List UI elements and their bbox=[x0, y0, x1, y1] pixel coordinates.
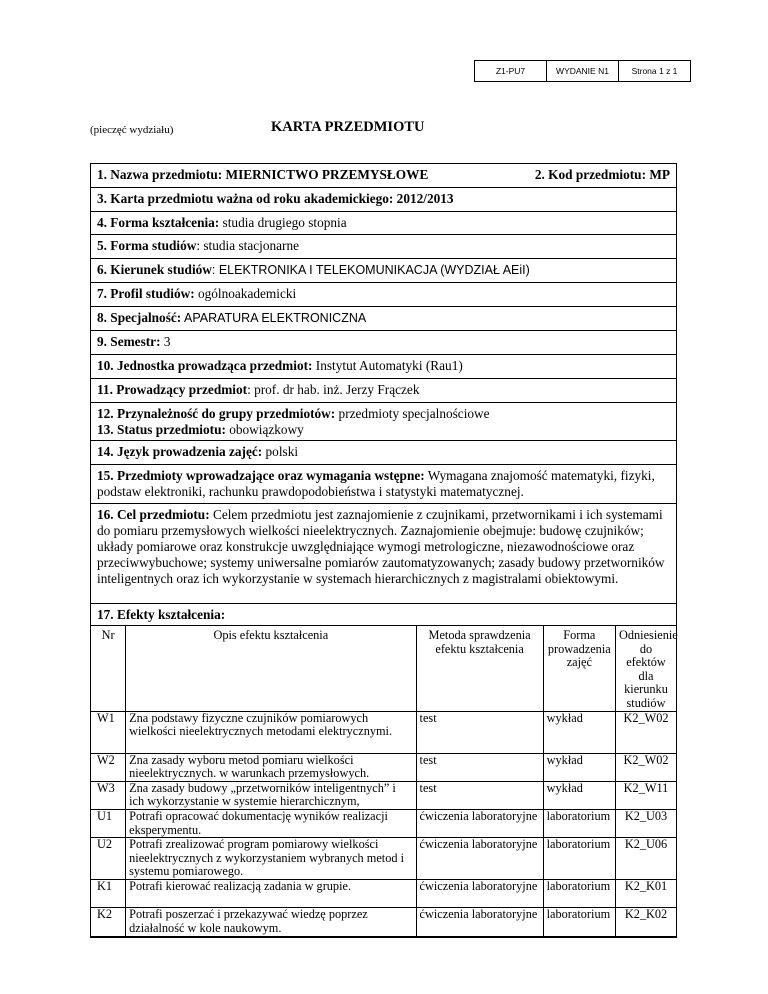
effects-heading: 17. Efekty kształcenia: bbox=[97, 607, 226, 622]
valid-year: 3. Karta przedmiotu ważna od roku akademickiego: 2012/2013 bbox=[97, 191, 454, 206]
cell-method: test bbox=[416, 753, 543, 781]
cell-reference: K2_W02 bbox=[615, 753, 676, 781]
field-value: obowiązkowy bbox=[225, 422, 304, 437]
course-card bbox=[90, 163, 677, 938]
row-language bbox=[91, 441, 676, 465]
cell-nr: U1 bbox=[91, 809, 126, 837]
cell-nr: U2 bbox=[91, 838, 126, 880]
field-value: Celem przedmiotu jest zaznajomienie z czujnikami, przetwornikami i ich systemami do pomiaru przemysłowych wielkości nieelektrycznych. Zaznajomienie obejmuje: budowę czujników; układy pomiarowe oraz konstrukcje uwzględniające wymogi metrologiczne, niezawodnościowe oraz przeciwwybuchowe; systemy uniwersalne pomiarów zautomatyzowanych; zasady budowy przetworników inteligentnych oraz ich wykorzystanie w systemach hierarchicznych z magistralami obiektowymi. bbox=[97, 507, 665, 586]
cell-method: ćwiczenia laboratoryjne bbox=[416, 880, 543, 908]
cell-form: laboratorium bbox=[543, 838, 615, 880]
header-form: Forma prowadzenia zajęć bbox=[543, 626, 615, 712]
table-header-row bbox=[91, 626, 677, 712]
cell-reference: K2_W02 bbox=[615, 711, 676, 753]
cell-nr: W3 bbox=[91, 781, 126, 809]
row-lecturer bbox=[91, 379, 676, 403]
row-semester bbox=[91, 331, 676, 355]
field-label: 9. Semestr: bbox=[97, 334, 161, 349]
cell-method: ćwiczenia laboratoryjne bbox=[416, 908, 543, 937]
form-code: Z1-PU7 bbox=[475, 61, 547, 82]
cell-form: wykład bbox=[543, 753, 615, 781]
row-unit bbox=[91, 355, 676, 379]
table-row bbox=[91, 781, 677, 809]
field-value: 3 bbox=[160, 334, 171, 349]
field-label: 8. Specjalność: bbox=[97, 310, 182, 325]
document-code-table bbox=[474, 60, 691, 82]
row-study-form bbox=[91, 235, 676, 259]
cell-description: Potrafi zrealizować program pomiarowy wielkości nieelektrycznych z wykorzystaniem wybranych metod i systemu pomiarowego. bbox=[126, 838, 416, 880]
edition: WYDANIE N1 bbox=[547, 61, 619, 82]
field-value: Instytut Automatyki (Rau1) bbox=[312, 358, 463, 373]
table-row bbox=[91, 753, 677, 781]
field-value: Wymagana znajomość matematyki, fizyki, podstaw elektroniki, rachunku prawdopodobieństwa i statystyki matematycznej. bbox=[97, 468, 655, 499]
field-value: : prof. dr hab. inż. Jerzy Frączek bbox=[247, 382, 420, 397]
field-label: 13. Status przedmiotu: bbox=[97, 422, 226, 437]
cell-reference: K2_U06 bbox=[615, 838, 676, 880]
field-value: APARATURA ELEKTRONICZNA bbox=[181, 311, 367, 325]
cell-description: Potrafi poszerzać i przekazywać wiedzę poprzez działalność w kole naukowym. bbox=[126, 908, 416, 937]
cell-description: Zna zasady wyboru metod pomiaru wielkości nieelektrycznych. w warunkach przemysłowych. bbox=[126, 753, 416, 781]
field-label: 7. Profil studiów: bbox=[97, 286, 195, 301]
page-title: KARTA PRZEDMIOTU bbox=[271, 119, 425, 135]
cell-form: wykład bbox=[543, 711, 615, 753]
cell-nr: K2 bbox=[91, 908, 126, 937]
row-valid-year bbox=[91, 188, 676, 212]
cell-form: laboratorium bbox=[543, 908, 615, 937]
cell-nr: W2 bbox=[91, 753, 126, 781]
row-study-profile bbox=[91, 283, 676, 307]
field-label: 12. Przynależność do grupy przedmiotów: bbox=[97, 406, 336, 421]
row-field-of-study bbox=[91, 259, 676, 283]
row-prerequisites bbox=[91, 465, 676, 504]
learning-effects-table bbox=[90, 625, 677, 937]
cell-description: Zna podstawy fizyczne czujników pomiarowych wielkości nieelektrycznych metodami elektrycznymi. bbox=[126, 711, 416, 753]
header-method: Metoda sprawdzenia efektu kształcenia bbox=[416, 626, 543, 712]
field-label: 16. Cel przedmiotu: bbox=[97, 507, 210, 522]
row-education-form bbox=[91, 212, 676, 235]
cell-description: Zna zasady budowy „przetworników inteligentnych” i ich wykorzystanie w systemie hierarchicznym, bbox=[126, 781, 416, 809]
field-value: : ELEKTRONIKA I TELEKOMUNIKACJA (WYDZIAŁ AEiI) bbox=[211, 263, 530, 277]
field-value: studia drugiego stopnia bbox=[219, 215, 347, 230]
field-label: 14. Język prowadzenia zajęć: bbox=[97, 444, 263, 459]
cell-method: test bbox=[416, 781, 543, 809]
table-row bbox=[91, 809, 677, 837]
table-row bbox=[91, 838, 677, 880]
course-name: 1. Nazwa przedmiotu: MIERNICTWO PRZEMYSŁOWE bbox=[97, 167, 429, 182]
row-course-name bbox=[91, 164, 676, 188]
faculty-stamp-label: (pieczęć wydziału) bbox=[90, 124, 174, 136]
page-number: Strona 1 z 1 bbox=[619, 61, 691, 82]
field-label: 15. Przedmioty wprowadzające oraz wymagania wstępne: bbox=[97, 468, 425, 483]
cell-reference: K2_U03 bbox=[615, 809, 676, 837]
field-value: polski bbox=[262, 444, 299, 459]
course-code: 2. Kod przedmiotu: MP bbox=[534, 167, 670, 182]
cell-form: laboratorium bbox=[543, 809, 615, 837]
table-row bbox=[91, 880, 677, 908]
row-group-status bbox=[91, 403, 676, 441]
cell-method: test bbox=[416, 711, 543, 753]
cell-form: laboratorium bbox=[543, 880, 615, 908]
row-specialization bbox=[91, 307, 676, 331]
field-label: 6. Kierunek studiów bbox=[97, 262, 212, 277]
cell-description: Potrafi kierować realizacją zadania w grupie. bbox=[126, 880, 416, 908]
cell-reference: K2_K01 bbox=[615, 880, 676, 908]
field-label: 5. Forma studiów bbox=[97, 238, 197, 253]
header-reference: Odniesienie do efektów dla kierunku studiów bbox=[615, 626, 676, 712]
field-label: 11. Prowadzący przedmiot bbox=[97, 382, 248, 397]
table-row bbox=[91, 908, 677, 937]
field-value: : studia stacjonarne bbox=[196, 238, 300, 253]
header-nr: Nr bbox=[91, 626, 126, 712]
field-value: przedmioty specjalnościowe bbox=[335, 406, 490, 421]
cell-method: ćwiczenia laboratoryjne bbox=[416, 809, 543, 837]
field-label: 10. Jednostka prowadząca przedmiot: bbox=[97, 358, 313, 373]
cell-description: Potrafi opracować dokumentację wyników realizacji eksperymentu. bbox=[126, 809, 416, 837]
cell-nr: W1 bbox=[91, 711, 126, 753]
cell-reference: K2_W11 bbox=[615, 781, 676, 809]
cell-form: wykład bbox=[543, 781, 615, 809]
row-course-goal bbox=[91, 504, 676, 604]
cell-method: ćwiczenia laboratoryjne bbox=[416, 838, 543, 880]
header-description: Opis efektu kształcenia bbox=[126, 626, 416, 712]
cell-reference: K2_K02 bbox=[615, 908, 676, 937]
field-value: ogólnoakademicki bbox=[194, 286, 297, 301]
field-label: 4. Forma kształcenia: bbox=[97, 215, 220, 230]
table-row bbox=[91, 711, 677, 753]
cell-nr: K1 bbox=[91, 880, 126, 908]
